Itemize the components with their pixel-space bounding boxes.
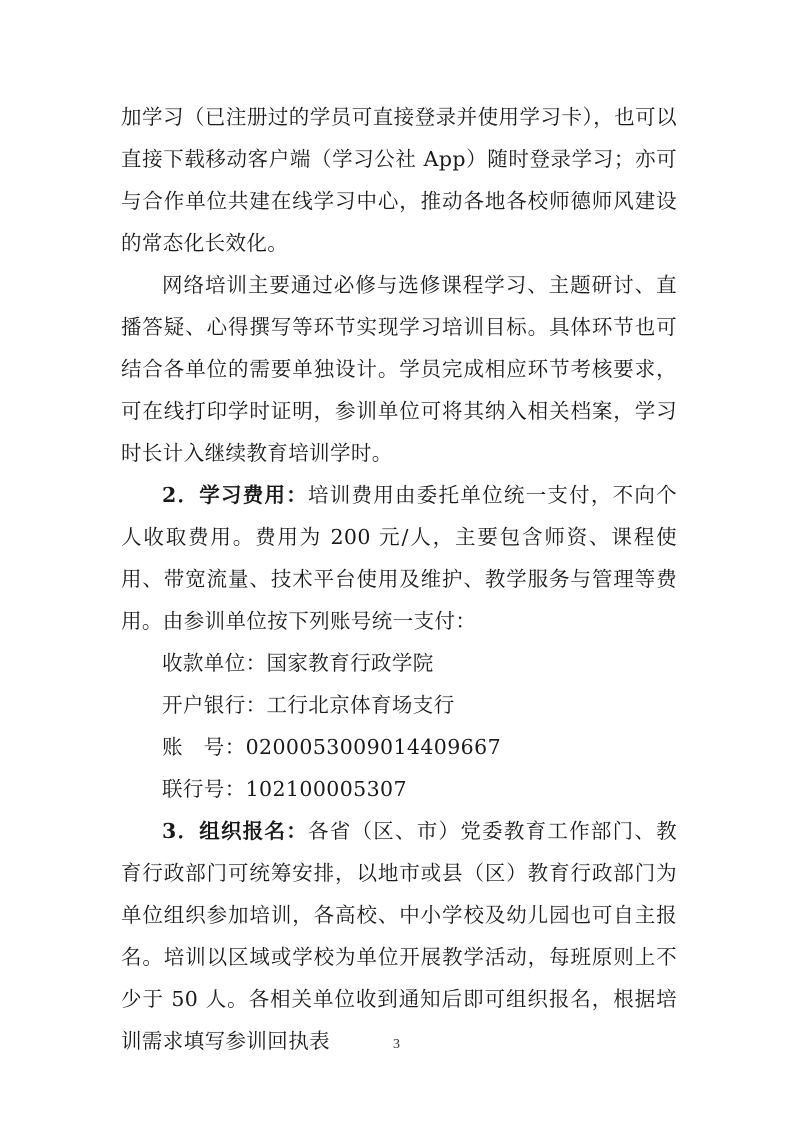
bank-line: 开户银行：工行北京体育场支行 (162, 693, 455, 717)
account-number-line: 账 号：0200053009014409667 (162, 735, 502, 759)
paragraph-registration (121, 810, 677, 1062)
registration-body: 各省（区、市）党委教育工作部门、教育行政部门可统筹安排，以地市或县（区）教育行政部门为单位组织参加培训，各高校、中小学校及幼儿园也可自主报名。培训以区域或学校为单位开展教学活动，每班原则上不少于 50 人。各相关单位收到通知后即可组织报名，根据培训需求填写参训回执表 (121, 819, 677, 1053)
paragraph-study-fee (121, 474, 677, 642)
document-body (121, 96, 677, 1062)
study-fee-body: 培训费用由委托单位统一支付，不向个人收取费用。费用为 200 元/人，主要包含师资、课程使用、带宽流量、技术平台使用及维护、教学服务与管理等费用。由参训单位按下列账号统一支付： (121, 483, 677, 633)
page-number: 3 (393, 1037, 400, 1052)
paragraph-online-registration: 加学习（已注册过的学员可直接登录并使用学习卡），也可以直接下载移动客户端（学习公社 App）随时登录学习；亦可与合作单位共建在线学习中心，推动各地各校师德师风建设的常态化长效化。 (121, 105, 677, 255)
section-heading-registration: 3．组织报名： (162, 819, 309, 843)
section-heading-study-fee: 2．学习费用： (162, 483, 309, 507)
payee-unit-line: 收款单位：国家教育行政学院 (162, 651, 434, 675)
routing-number-line: 联行号：102100005307 (162, 777, 407, 801)
paragraph-network-training: 网络培训主要通过必修与选修课程学习、主题研讨、直播答疑、心得撰写等环节实现学习培训目标。具体环节也可结合各单位的需要单独设计。学员完成相应环节考核要求，可在线打印学时证明，参训单位可将其纳入相关档案，学习时长计入继续教育培训学时。 (121, 273, 677, 465)
